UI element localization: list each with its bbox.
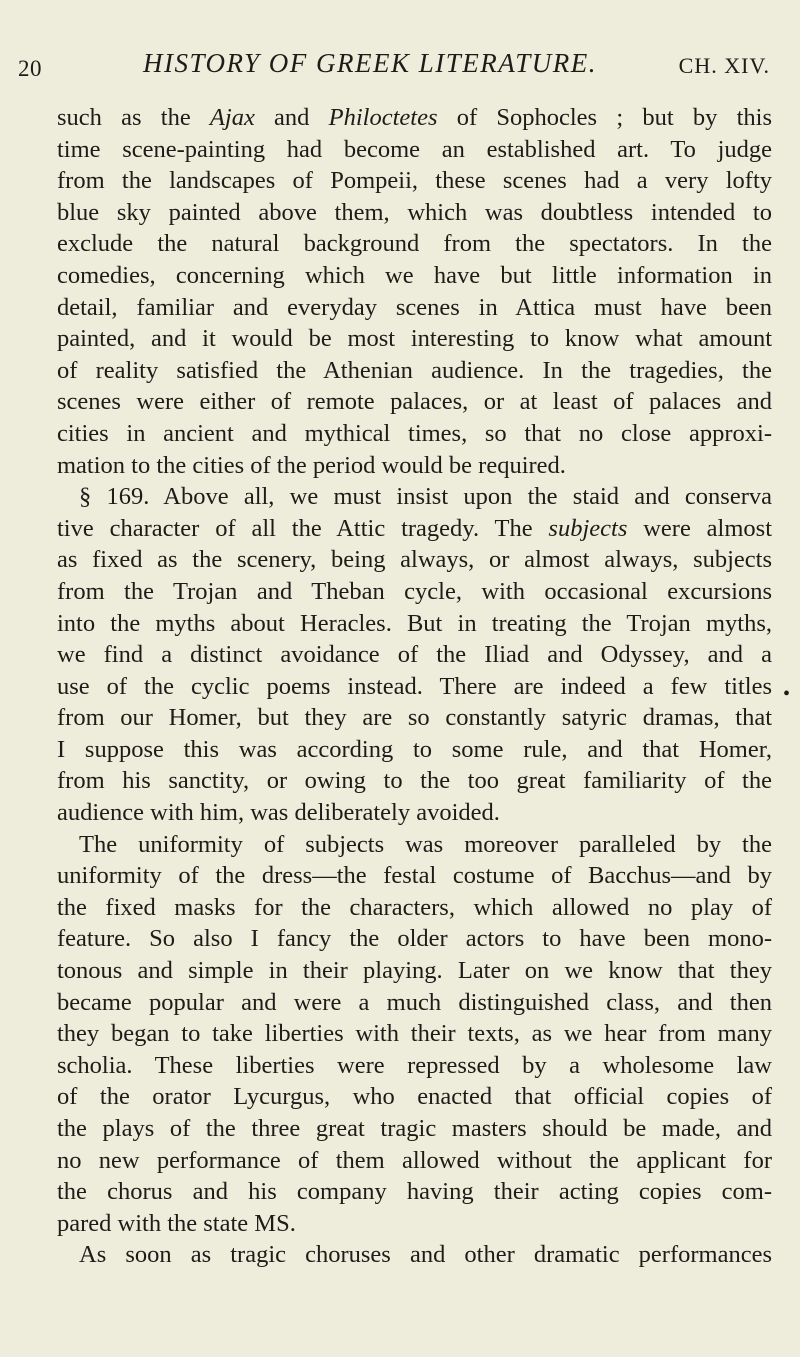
text-line: the chorus and his company having their acting copies com- <box>57 1178 772 1206</box>
text-line: The uniformity of subjects was moreover paralleled by the <box>79 830 772 858</box>
page-number: 20 <box>18 56 42 81</box>
page-header <box>18 48 770 88</box>
text-line: uniformity of the dress—the festal costume of Bacchus—and by <box>57 862 772 890</box>
text-line: the fixed masks for the characters, which allowed no play of <box>57 893 772 921</box>
text-line: audience with him, was deliberately avoided. <box>57 799 500 827</box>
text-line: § 169. Above all, we must insist upon the staid and conserva <box>79 483 772 511</box>
running-title: HISTORY OF GREEK LITERATURE. <box>143 48 598 78</box>
text-line: feature. So also I fancy the older actors to have been mono- <box>57 925 772 953</box>
text-line: from our Homer, but they are so constantly satyric dramas, that <box>57 704 772 732</box>
chapter-label: CH. XIV. <box>678 53 770 78</box>
text-line: use of the cyclic poems instead. There are indeed a few titles <box>57 672 772 700</box>
text-line: detail, familiar and everyday scenes in Attica must have been <box>57 293 772 321</box>
text-line: comedies, concerning which we have but little information in <box>57 261 772 289</box>
text-line: from the landscapes of Pompeii, these scenes had a very lofty <box>57 167 772 195</box>
body-text <box>57 102 772 1271</box>
text-line: became popular and were a much distinguished class, and then <box>57 988 772 1016</box>
text-line: scenes were either of remote palaces, or at least of palaces and <box>57 388 772 416</box>
text-line: mation to the cities of the period would be required. <box>57 451 566 479</box>
text-line: blue sky painted above them, which was doubtless intended to <box>57 198 772 226</box>
text-line: of reality satisfied the Athenian audience. In the tragedies, the <box>57 356 772 384</box>
text-line: I suppose this was according to some rule, and that Homer, <box>57 735 772 763</box>
text-line: exclude the natural background from the spectators. In the <box>57 230 772 258</box>
text-line: as fixed as the scenery, being always, or almost always, subjects <box>57 546 772 574</box>
text-line: no new performance of them allowed without the applicant for <box>57 1146 772 1174</box>
text-line: into the myths about Heracles. But in treating the Trojan myths, <box>57 609 772 637</box>
margin-mark: • <box>783 683 791 705</box>
text-line: As soon as tragic choruses and other dramatic performances <box>79 1241 772 1269</box>
text-line: from the Trojan and Theban cycle, with occasional excursions <box>57 577 772 605</box>
text-line: time scene-painting had become an established art. To judge <box>57 135 772 163</box>
text-line: we find a distinct avoidance of the Iliad and Odyssey, and a <box>57 641 772 669</box>
text-line: tonous and simple in their playing. Later on we know that they <box>57 957 772 985</box>
text-line: such as the Ajax and Philoctetes of Sophocles ; but by this <box>57 104 772 131</box>
text-line: of the orator Lycurgus, who enacted that official copies of <box>57 1083 772 1111</box>
text-line: painted, and it would be most interesting to know what amount <box>57 325 772 353</box>
text-line: tive character of all the Attic tragedy. The subjects were almost <box>57 514 772 542</box>
text-line: scholia. These liberties were repressed by a wholesome law <box>57 1051 772 1079</box>
text-line: they began to take liberties with their texts, as we hear from many <box>57 1020 772 1048</box>
text-line: the plays of the three great tragic masters should be made, and <box>57 1115 772 1142</box>
text-line: cities in ancient and mythical times, so that no close approxi- <box>57 419 772 447</box>
text-line: from his sanctity, or owing to the too great familiarity of the <box>57 767 772 795</box>
text-line: pared with the state MS. <box>57 1209 296 1237</box>
